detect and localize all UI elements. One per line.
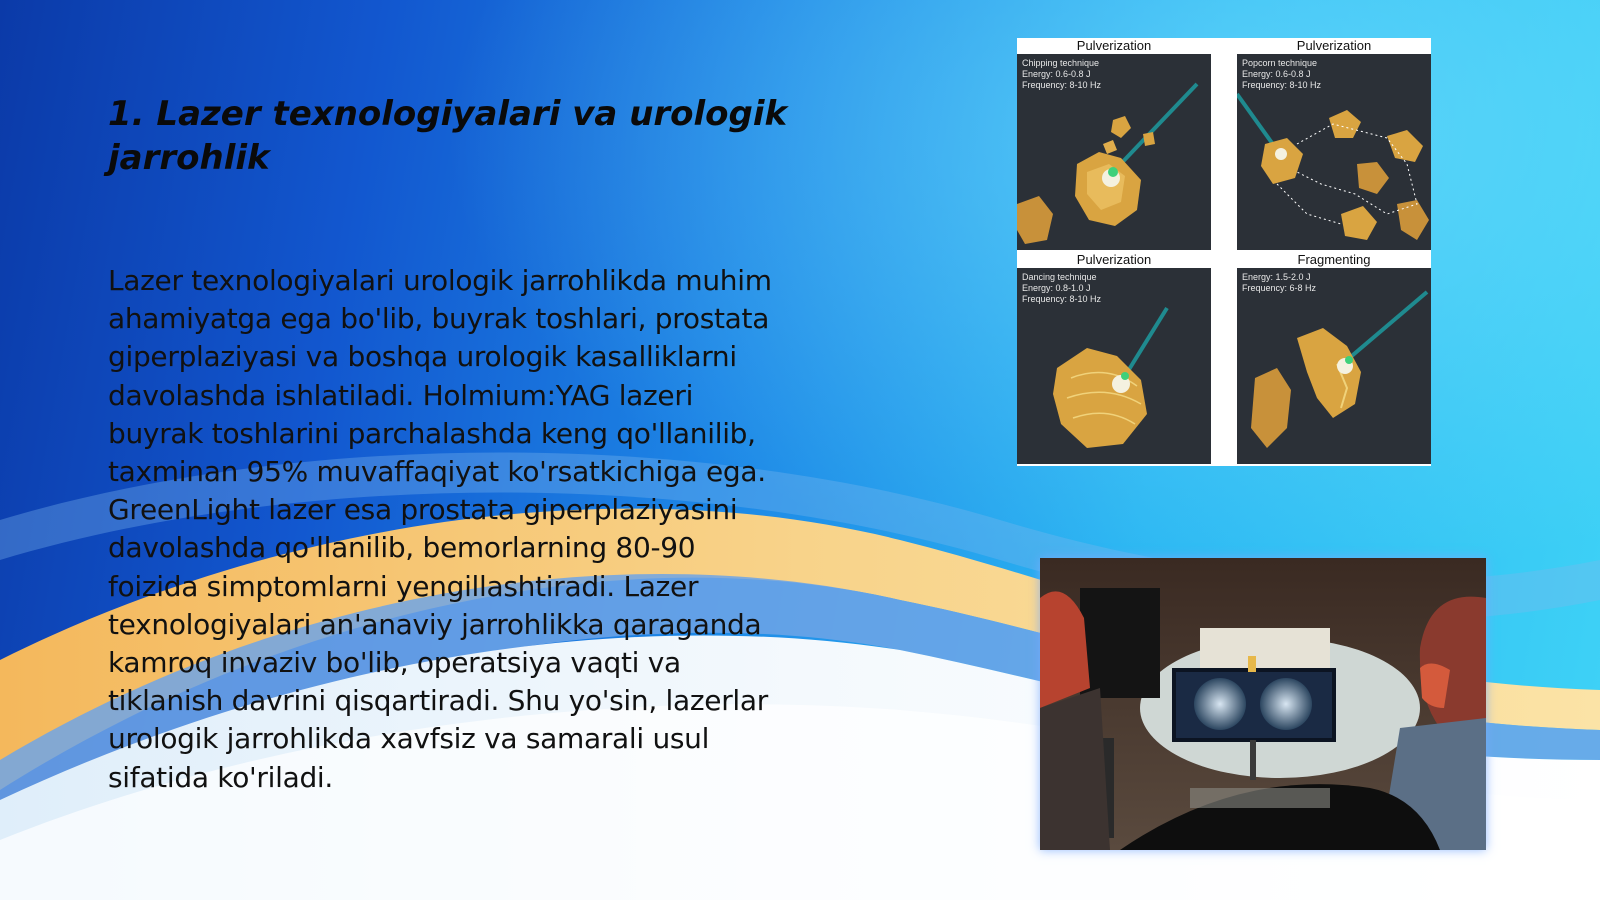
energy-label: Energy: 0.8-1.0 J <box>1022 283 1091 293</box>
technique-label: Chipping technique <box>1022 58 1100 68</box>
technique-label: Popcorn technique <box>1242 58 1318 68</box>
panel-image <box>1237 268 1431 464</box>
panel-header: Fragmenting <box>1297 252 1371 267</box>
panel-header: Pulverization <box>1076 38 1152 53</box>
frequency-label: Frequency: 8-10 Hz <box>1022 80 1102 90</box>
figure-panel-dancing <box>1017 252 1211 466</box>
figure-panel-fragmenting <box>1237 252 1431 466</box>
frequency-label: Frequency: 8-10 Hz <box>1022 294 1102 304</box>
slide-body-text: Lazer texnologiyalari urologik jarrohlikda muhim ahamiyatga ega bo'lib, buyrak toshlari, prostata giperplaziyasi va boshqa urologik kasalliklarni davolashda ishlatiladi. Holmium:YAG lazeri buyrak toshlarini parchalashda keng qo'llanilib, taxminan 95% muvaffaqiyat ko'rsatkichiga ega. GreenLight lazer esa prostata giperplaziyasini davolashda qo'llanilib, bemorlarning 80-90 foizida simptomlarni yengillashtiradi. Lazer texnologiyalari an'anaviy jarrohlikka qaraganda kamroq invaziv bo'lib, operatsiya vaqti va tiklanish davrini qisqartiradi. Shu yo'sin, lazerlar urologik jarrohlikda xavfsiz va samarali usul sifatida ko'riladi. <box>108 264 772 794</box>
panel-image <box>1237 54 1431 250</box>
figure-panel-popcorn <box>1237 38 1431 252</box>
laser-technique-figure <box>1017 38 1431 466</box>
frequency-label: Frequency: 8-10 Hz <box>1242 80 1322 90</box>
kidney-stone-illustration <box>1237 268 1431 464</box>
technique-label: Dancing technique <box>1022 272 1097 282</box>
panel-header: Pulverization <box>1296 38 1372 53</box>
slide-title: 1. Lazer texnologiyalari va urologik jarrohlik <box>108 94 788 178</box>
operating-room-photo <box>1040 558 1486 850</box>
energy-label: Energy: 0.6-0.8 J <box>1022 69 1091 79</box>
operating-room-photo-art <box>1040 558 1486 850</box>
frequency-label: Frequency: 6-8 Hz <box>1242 283 1317 293</box>
panel-image <box>1017 268 1211 464</box>
energy-label: Energy: 0.6-0.8 J <box>1242 69 1311 79</box>
panel-image <box>1017 54 1211 250</box>
energy-label: Energy: 1.5-2.0 J <box>1242 272 1311 282</box>
figure-panel-chipping <box>1017 38 1211 252</box>
panel-header: Pulverization <box>1076 252 1152 267</box>
